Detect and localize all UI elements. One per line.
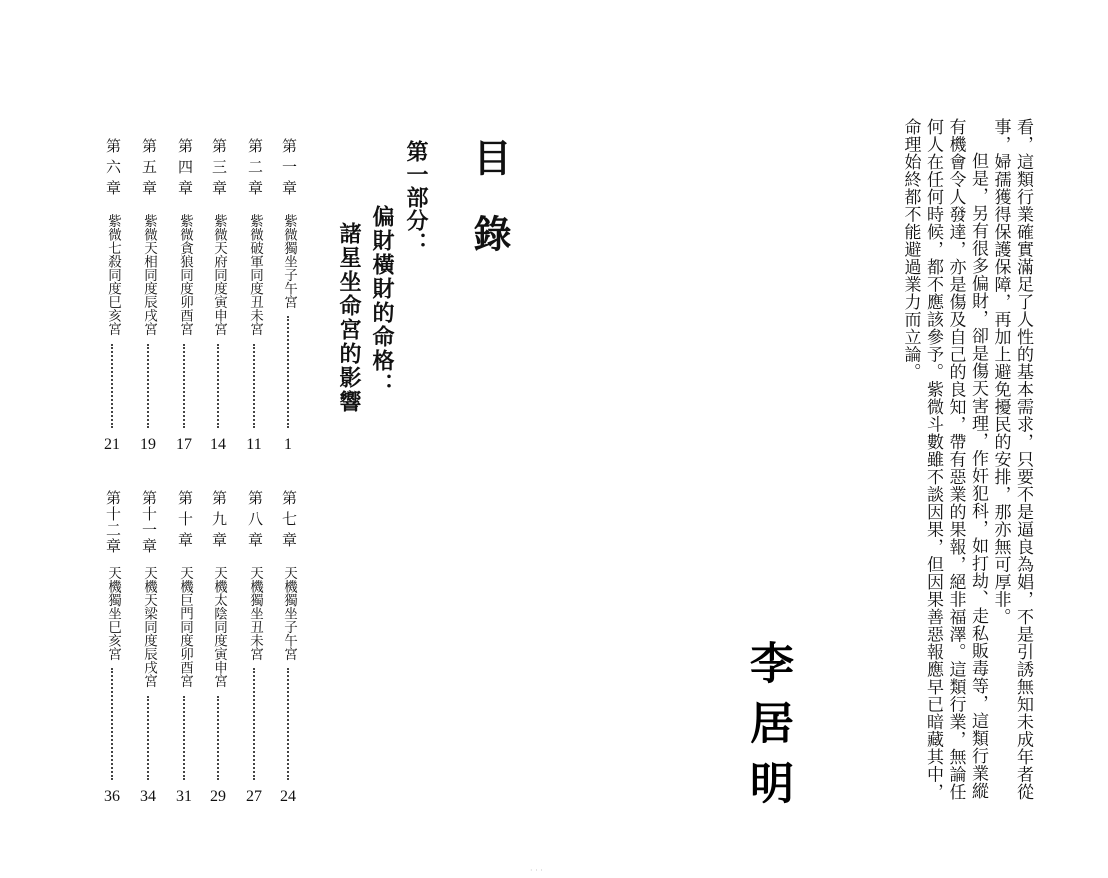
toc-chapter-name: 天機獨坐子午宮 xyxy=(281,566,297,661)
essay-paragraph-2: 但是，另有很多偏財，卻是傷天害理，作奸犯科，如打劫、走私販毒等，這類行業縱有機會令人發達，亦是傷及自己的良知，帶有惡業的果報，絕非福澤。這類行業，無論任何人在任何時候，都不應該參予。紫微斗數雖不談因果，但因果善惡報應早已暗藏其中，命理始終都不能避過業力而立論。 xyxy=(900,118,988,801)
toc-leader-dots xyxy=(111,344,113,428)
toc-entry[interactable] xyxy=(204,490,234,810)
toc-chapter-name: 天機天梁同度辰戌宮 xyxy=(141,566,157,688)
toc-page-number: 1 xyxy=(284,436,292,453)
toc-chapter-label: 第二章 xyxy=(246,138,264,201)
toc-page-number: 21 xyxy=(104,436,120,453)
author-name: 李居明 xyxy=(742,640,793,820)
toc-page-number: 27 xyxy=(246,788,262,805)
toc-leader-dots xyxy=(183,344,185,428)
toc-entry[interactable] xyxy=(98,138,128,458)
toc-chapter-name: 紫微貪狼同度卯酉宮 xyxy=(177,214,193,336)
toc-entry[interactable] xyxy=(240,490,270,810)
toc-chapter-name: 天機獨坐巳亥宮 xyxy=(105,566,121,661)
toc-entry[interactable] xyxy=(274,138,304,458)
toc-chapter-label: 第六章 xyxy=(104,138,122,201)
toc-entry[interactable] xyxy=(134,138,164,458)
toc-leader-dots xyxy=(287,316,289,428)
toc-page-number: 29 xyxy=(210,788,226,805)
toc-leader-dots xyxy=(183,696,185,780)
scan-mark: · · · xyxy=(530,866,543,875)
toc-entry[interactable] xyxy=(170,138,200,458)
toc-chapter-label: 第三章 xyxy=(210,138,228,201)
toc-title: 目錄 xyxy=(467,138,511,290)
toc-chapter-label: 第十一章 xyxy=(140,490,158,554)
toc-entry[interactable] xyxy=(274,490,304,810)
toc-page-number: 14 xyxy=(210,436,226,453)
toc-chapter-name: 紫微破軍同度丑未宮 xyxy=(247,214,263,336)
toc-leader-dots xyxy=(147,696,149,780)
toc-entry[interactable] xyxy=(170,490,200,810)
part-title-line-2: 諸星坐命宮的影響 xyxy=(336,222,361,414)
toc-leader-dots xyxy=(217,696,219,780)
toc-chapter-label: 第五章 xyxy=(140,138,158,201)
toc-chapter-label: 第八章 xyxy=(246,490,264,553)
toc-chapter-name: 紫微天府同度寅申宮 xyxy=(211,214,227,336)
toc-leader-dots xyxy=(253,344,255,428)
toc-page-number: 19 xyxy=(140,436,156,453)
toc-leader-dots xyxy=(111,668,113,780)
toc-chapter-name: 天機太陰同度寅申宮 xyxy=(211,566,227,688)
essay-paragraph-1: 看，這類行業確實滿足了人性的基本需求，只要不是逼良為娼，不是引誘無知未成年者從事，婦孺獲得保護保障，再加上避免擾民的安排，那亦無可厚非。 xyxy=(990,118,1033,801)
toc-chapter-label: 第四章 xyxy=(176,138,194,201)
toc-leader-dots xyxy=(253,668,255,780)
toc-chapter-label: 第十章 xyxy=(176,490,194,553)
toc-entry[interactable] xyxy=(240,138,270,458)
toc-chapter-label: 第十二章 xyxy=(104,490,122,554)
toc-chapter-name: 天機獨坐丑未宮 xyxy=(247,566,263,661)
toc-page-number: 36 xyxy=(104,788,120,805)
toc-chapter-name: 天機巨門同度卯酉宮 xyxy=(177,566,193,688)
toc-entry[interactable] xyxy=(204,138,234,458)
toc-leader-dots xyxy=(217,344,219,428)
toc-page-number: 24 xyxy=(280,788,296,805)
toc-chapter-label: 第一章 xyxy=(280,138,298,201)
toc-entry[interactable] xyxy=(134,490,164,810)
toc-chapter-label: 第九章 xyxy=(210,490,228,553)
toc-page-number: 31 xyxy=(176,788,192,805)
toc-chapter-name: 紫微天相同度辰戌宮 xyxy=(141,214,157,336)
toc-page-number: 11 xyxy=(246,436,262,453)
toc-chapter-name: 紫微七殺同度巳亥宮 xyxy=(105,214,121,336)
toc-chapter-name: 紫微獨坐子午宮 xyxy=(281,214,297,309)
part-title-line-1: 偏財橫財的命格： xyxy=(369,205,394,397)
essay-text xyxy=(899,118,1034,808)
toc-page-number: 34 xyxy=(140,788,156,805)
toc-chapter-label: 第七章 xyxy=(280,490,298,553)
toc-leader-dots xyxy=(287,668,289,780)
toc-entry[interactable] xyxy=(98,490,128,810)
toc-page-number: 17 xyxy=(176,436,192,453)
part-label: 第一部分： xyxy=(403,140,428,255)
toc-leader-dots xyxy=(147,344,149,428)
